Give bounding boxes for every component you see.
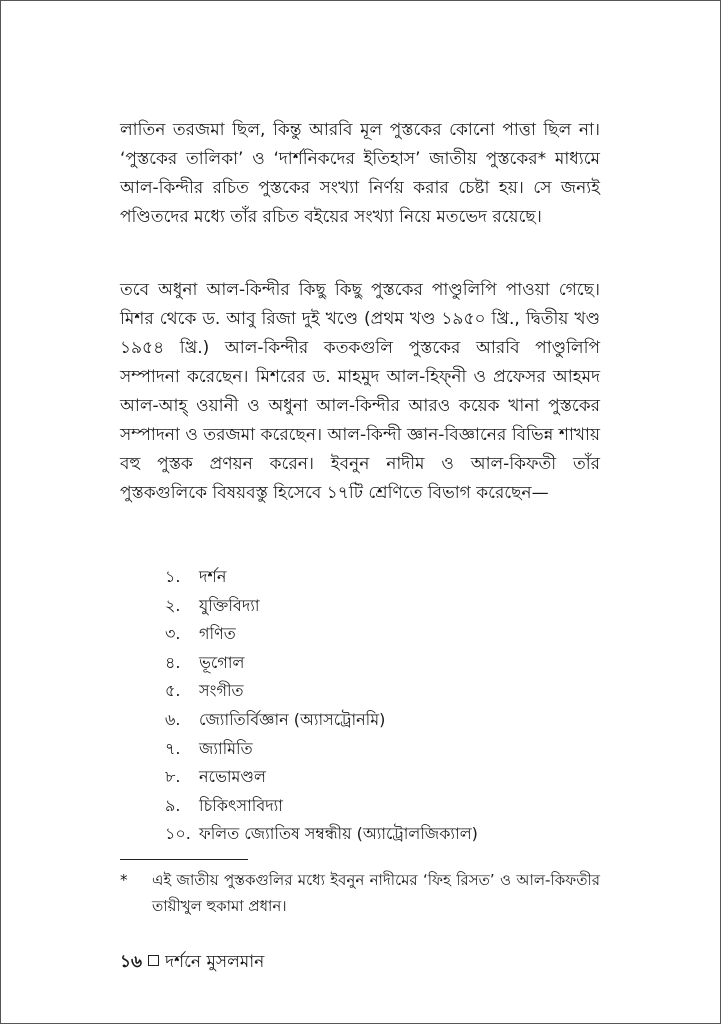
list-item [165, 677, 605, 706]
footnote-text: এই জাতীয় পুস্তকগুলির মধ্যে ইবনুন নাদীমের ‘ফিহ রিসত’ ও আল-কিফতীর তায়ীখুল হুকামা প্রধান। [152, 871, 600, 915]
list-text: জ্যামিতি [199, 738, 253, 758]
page-footer [120, 950, 264, 974]
body-paragraph-2 [120, 276, 600, 508]
list-text: দর্শন [199, 567, 227, 586]
list-text: ফলিত জ্যোতিষ সম্বন্ধীয় (অ্যাট্রোলজিক্যাল) [199, 824, 478, 844]
list-number: ২. [165, 595, 181, 615]
list-text: ভূগোল [199, 652, 245, 672]
list-text: যুক্তিবিদ্যা [199, 595, 260, 615]
list-item [165, 792, 605, 821]
paragraph-text: লাতিন তরজমা ছিল, কিন্তু আরবি মূল পুস্তকের কোনো পাত্তা ছিল না। ‘পুস্তকের তালিকা’ ও ‘দার্শনিকদের ইতিহাস’ জাতীয় পুস্তকের* মাধ্যমে আল-কিন্দীর রচিত পুস্তকের সংখ্যা নির্ণয় করার চেষ্টা হয়। সে জন্যই পণ্ডিতদের মধ্যে তাঁর রচিত বইয়ের সংখ্যা নিয়ে মতভেদ রয়েছে। [120, 120, 600, 227]
list-number: ৮. [165, 767, 181, 787]
footnote-divider [120, 859, 248, 860]
list-item [165, 735, 605, 764]
page-number: ১৬ [120, 952, 143, 972]
list-text: সংগীত [199, 681, 244, 701]
book-title: দর্শনে মুসলমান [165, 952, 265, 972]
list-text: চিকিৎসাবিদ্যা [199, 795, 283, 815]
square-separator-icon [148, 955, 159, 966]
list-number: ৬. [165, 709, 181, 729]
list-item [165, 649, 605, 678]
body-paragraph-1 [120, 116, 600, 232]
list-number: ৭. [165, 738, 181, 758]
list-text: নভোমণ্ডল [199, 767, 266, 787]
list-number: ৫. [165, 681, 181, 701]
paragraph-text: তবে অধুনা আল-কিন্দীর কিছু কিছু পুস্তকের পাণ্ডুলিপি পাওয়া গেছে। মিশর থেকে ড. আবু রিজা দুই খণ্ডে (প্রথম খণ্ড ১৯৫০ খ্রি., দ্বিতীয় খণ্ড ১৯৫৪ খ্রি.) আল-কিন্দীর কতকগুলি পুস্তকের আরবি পাণ্ডুলিপি সম্পাদনা করেছেন। মিশরের ড. মাহমুদ আল-হিফ্নী ও প্রফেসর আহমদ আল-আহ্ ওয়ানী ও অধুনা আল-কিন্দীর আরও কয়েক খানা পুস্তকের সম্পাদনা ও তরজমা করেছেন। আল-কিন্দী জ্ঞান-বিজ্ঞানের বিভিন্ন শাখায় বহু পুস্তক প্রণয়ন করেন। ইবনুন নাদীম ও আল-কিফতী তাঁর পুস্তকগুলিকে বিষয়বস্তু হিসেবে ১৭টি শ্রেণিতে বিভাগ করেছেন— [120, 280, 600, 503]
list-number: ৪. [165, 652, 181, 672]
list-text: জ্যোতির্বিজ্ঞান (অ্যাসট্রোনমি) [199, 709, 386, 729]
list-number: ৩. [165, 624, 181, 644]
footnote [120, 867, 600, 919]
subject-list [165, 563, 605, 849]
list-item [165, 592, 605, 621]
footnote-mark: * [120, 871, 128, 889]
list-item [165, 620, 605, 649]
list-item [165, 563, 605, 592]
list-item [165, 763, 605, 792]
list-item [165, 820, 605, 849]
list-number: ১০. [165, 824, 191, 844]
list-text: গণিত [199, 624, 236, 644]
list-number: ৯. [165, 795, 181, 815]
list-number: ১. [165, 567, 181, 586]
list-item [165, 706, 605, 735]
